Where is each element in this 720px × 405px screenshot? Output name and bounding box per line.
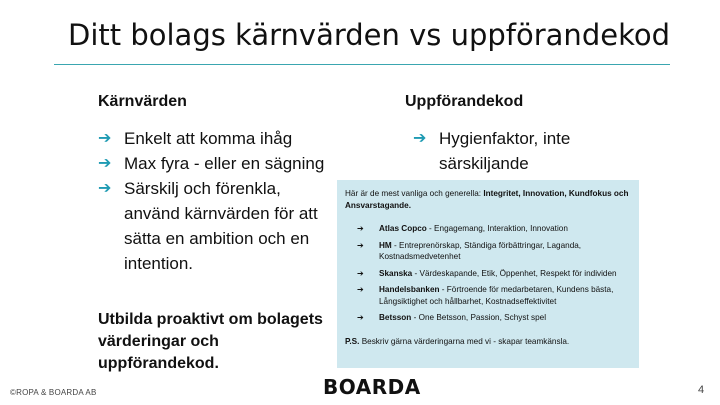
list-item — [98, 126, 328, 151]
copyright-text: ©ROPA & BOARDA AB — [10, 388, 97, 397]
code-of-conduct-list — [413, 126, 633, 176]
code-of-conduct-heading: Uppförandekod — [405, 93, 524, 110]
company-name: Skanska — [379, 268, 413, 278]
arrow-right-icon: ➔ — [357, 313, 364, 322]
list-item — [98, 151, 328, 176]
arrow-right-icon: ➔ — [357, 285, 364, 294]
arrow-right-icon: ➔ — [98, 155, 112, 172]
title-divider — [54, 64, 670, 65]
list-item-text: Max fyra - eller en sägning — [124, 154, 325, 173]
list-item-text: Hygienfaktor, inte särskiljande — [439, 129, 571, 173]
company-name: Betsson — [379, 313, 412, 322]
company-values: - Engagemang, Interaktion, Innovation — [426, 224, 568, 233]
page-number: 4 — [698, 384, 705, 396]
arrow-right-icon: ➔ — [98, 130, 112, 147]
examples-intro-values: Integritet, Innovation, Kundfokus och Ansvarstagande. — [345, 189, 629, 210]
core-values-list — [98, 126, 328, 276]
arrow-right-icon: ➔ — [413, 130, 427, 147]
company-name: HM — [379, 240, 392, 250]
company-values: - Förtroende för medarbetaren, Kundens bästa, Långsiktighet och hållbarhet, Kostnadseffektivitet — [379, 285, 614, 306]
arrow-right-icon: ➔ — [357, 224, 364, 233]
slide-title: Ditt bolags kärnvärden vs uppförandekod — [68, 18, 670, 52]
list-item — [413, 126, 633, 176]
list-item — [345, 268, 631, 280]
ps-note — [345, 336, 631, 348]
list-item — [345, 240, 631, 263]
list-item — [345, 223, 631, 235]
company-examples-list — [345, 223, 631, 324]
ps-label: P.S. — [345, 336, 360, 346]
list-item-text: Enkelt att komma ihåg — [124, 129, 293, 148]
examples-intro — [345, 188, 631, 211]
examples-box — [337, 180, 639, 368]
list-item — [345, 312, 631, 324]
company-name: Atlas Copco — [379, 224, 427, 233]
company-name: Handelsbanken — [379, 285, 440, 294]
examples-intro-text: Här är de mest vanliga och generella: — [345, 189, 484, 198]
ps-text: Beskriv gärna värderingarna med vi - skapar teamkänsla. — [359, 336, 570, 346]
arrow-right-icon: ➔ — [98, 180, 112, 197]
core-values-heading: Kärnvärden — [98, 93, 187, 110]
list-item — [98, 176, 328, 276]
arrow-right-icon: ➔ — [357, 240, 364, 250]
list-item — [345, 284, 631, 307]
company-values: - Värdeskapande, Etik, Öppenhet, Respekt för individen — [412, 268, 617, 278]
company-values: - One Betsson, Passion, Schyst spel — [411, 313, 547, 322]
arrow-right-icon: ➔ — [357, 268, 364, 278]
training-note: Utbilda proaktivt om bolagets värderingar och uppförandekod. — [98, 311, 323, 372]
company-values: - Entreprenörskap, Ständiga förbättringar, Laganda, Kostnadsmedvetenhet — [379, 240, 582, 261]
boarda-logo: BOARDA — [323, 375, 421, 399]
list-item-text: Särskilj och förenkla, använd kärnvärden för att sätta en ambition och en intention. — [124, 179, 318, 273]
